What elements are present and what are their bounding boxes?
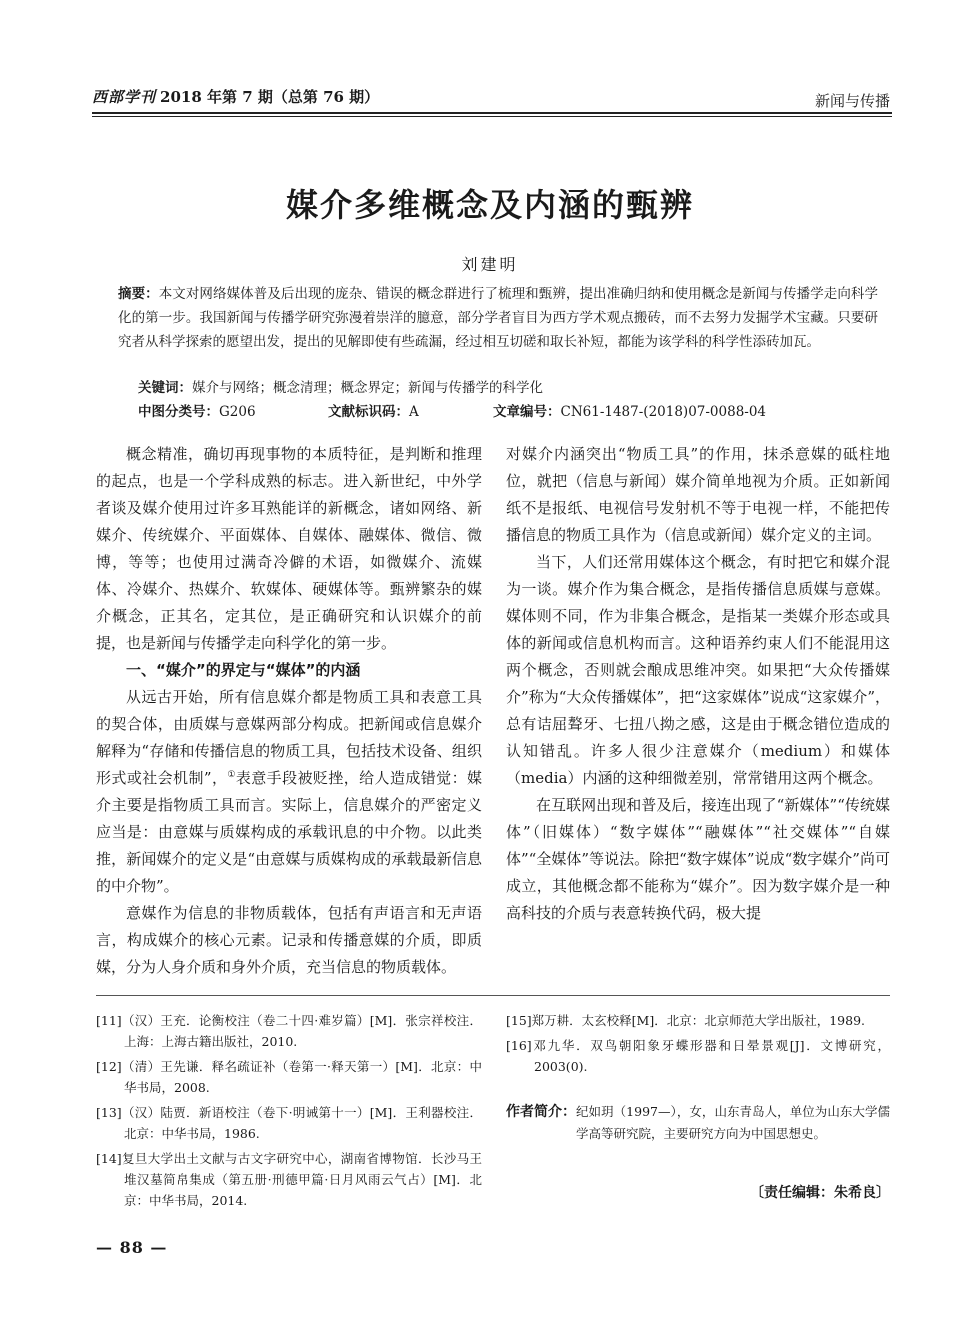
keywords xyxy=(138,377,878,399)
body-paragraph: 意媒作为信息的非物质载体，包括有声语言和无声语言，构成媒介的核心元素。记录和传播意媒的介质，即质媒，分为人身介质和身外介质，充当信息的物质载体。 xyxy=(96,904,482,976)
editor-name: 朱希良 xyxy=(834,1185,876,1201)
body-column-left xyxy=(96,441,482,981)
references-right xyxy=(506,1010,890,1081)
article-title: 媒介多维概念及内涵的甄辨 xyxy=(285,186,694,224)
references-left xyxy=(96,1010,482,1215)
keywords-text: 媒介与网络；概念清理；概念界定；新闻与传播学的科学化 xyxy=(192,380,543,396)
body-column-right xyxy=(506,441,890,927)
body-paragraph: 当下，人们还常用媒体这个概念，有时把它和媒介混为一谈。媒介作为集合概念，是指传播信息质媒与意媒。媒体则不同，作为非集合概念，是指某一类媒介形态或具体的新闻或信息机构而言。这种语养约束人们不能混用这两个概念，否则就会酿成思维冲突。如果把“大众传播媒介”称为“大众传播媒体”，把“这家媒体”说成“这家媒介”，总有诘屈聱牙、七扭八拗之感，这是由于概念错位造成的认知错乱。许多人很少注意媒介（medium）和媒体（media）内涵的这种细微差别，常常错用这两个概念。 xyxy=(506,553,890,787)
header-rule xyxy=(92,112,892,114)
footnote-rule xyxy=(96,995,890,996)
body-paragraph: 概念精准，确切再现事物的本质特征，是判断和推理的起点，也是一个学科成熟的标志。进入新世纪，中外学者谈及媒介使用过许多耳熟能详的新概念，诸如网络、新媒介、传统媒介、平面媒体、自媒体、融媒体、微信、微博，等等；也使用过满奇冷僻的术语，如微媒介、流媒体、冷媒介、热媒介、软媒体、硬媒体等。甄辨繁杂的媒介概念，正其名，定其位，是正确研究和认识媒介的前提，也是新闻与传播学走向科学化的第一步。 xyxy=(96,445,482,652)
author-bio xyxy=(506,1101,890,1145)
editor-close: 〕 xyxy=(876,1185,890,1201)
body-paragraph: 从远古开始，所有信息媒介都是物质工具和表意工具的契合体，由质媒与意媒两部分构成。把新闻或信息媒介解释为“存储和传播信息的物质工具，包括技术设备、组织形式或社会机制”，①表意手段被贬挫，给人造成错觉：媒介主要是指物质工具而言。实际上，信息媒介的严密定义应当是：由意媒与质媒构成的承载讯息的中介物。以此类推，新闻媒介的定义是“由意媒与质媒构成的承载最新信息的中介物”。 xyxy=(96,688,482,895)
reference-item: [13]（汉）陆贾．新语校注（卷下·明诫第十一）[M]．王利器校注．北京：中华书局，1986. xyxy=(96,1105,482,1141)
page-number: — 88 — xyxy=(96,1238,168,1257)
author-bio-text: 纪如玥（1997—），女，山东青岛人，单位为山东大学儒学高等研究院，主要研究方向为中国思想史。 xyxy=(576,1104,890,1141)
issue-info: 2018 年第 7 期（总第 76 期） xyxy=(160,88,380,106)
editor-label: 〔责任编辑： xyxy=(750,1185,834,1201)
body-paragraph: 对媒介内涵突出“物质工具”的作用，抹杀意媒的砥柱地位，就把（信息与新闻）媒介简单地视为介质。正如新闻纸不是报纸、电视信号发射机不等于电视一样，不能把传播信息的物质工具作为（信息或新闻）媒介定义的主词。 xyxy=(506,445,890,544)
article-author: 刘建明 xyxy=(461,255,519,274)
document-code: 文献标识码：A xyxy=(328,404,419,420)
reference-item: [16]邓九华．双鸟朝阳象牙蝶形器和日晕景观[J]．文博研究，2003(0). xyxy=(506,1038,890,1074)
abstract-text: 本文对网络媒体普及后出现的庞杂、错误的概念群进行了梳理和甄辨，提出准确归纳和使用概念是新闻与传播学走向科学化的第一步。我国新闻与传播学研究弥漫着崇洋的臆意，部分学者盲目为西方学术观点搬砖，而不去努力发掘学术宝藏。只要研究者从科学探索的愿望出发，提出的见解即使有些疏漏，经过相互切磋和取长补短，都能为该学科的科学性添砖加瓦。 xyxy=(118,286,878,350)
reference-item: [12]（清）王先谦．释名疏证补（卷第一·释天第一）[M]．北京：中华书局，2008. xyxy=(96,1059,482,1095)
journal-logo: 西部学刊 xyxy=(92,88,157,106)
running-header-journal xyxy=(92,86,379,107)
clc-number: 中图分类号：G206 xyxy=(138,404,256,420)
article-number: 文章编号：CN61-1487-(2018)07-0088-04 xyxy=(493,404,767,420)
section-heading: 一、“媒介”的界定与“媒体”的内涵 xyxy=(126,661,361,679)
body-paragraph: 在互联网出现和普及后，接连出现了“新媒体”“传统媒体”（旧媒体）“数字媒体”“融媒体”“社交媒体”“自媒体”“全媒体”等说法。除把“数字媒体”说成“数字媒介”尚可成立，其他概念都不能称为“媒介”。因为数字媒介是一种高科技的介质与表意转换代码，极大提 xyxy=(506,796,890,922)
reference-item: [14]复旦大学出土文献与古文字研究中心，湖南省博物馆．长沙马王堆汉墓简帛集成（第五册·刑德甲篇·日月风雨云气占）[M]．北京：中华书局，2014. xyxy=(96,1151,482,1208)
reference-item: [11]（汉）王充．论衡校注（卷二十四·难岁篇）[M]．张宗祥校注．上海：上海古籍出版社，2010. xyxy=(96,1013,482,1049)
footnote-marker: ① xyxy=(227,770,236,780)
keywords-label: 关键词： xyxy=(138,380,192,396)
author-bio-label: 作者简介： xyxy=(506,1104,576,1120)
reference-item: [15]郑万耕．太玄校释[M]．北京：北京师范大学出版社，1989. xyxy=(506,1013,865,1028)
responsible-editor xyxy=(750,1182,890,1202)
header-rule-thin xyxy=(92,116,892,117)
abstract-label: 摘要： xyxy=(118,286,159,302)
running-header-section: 新闻与传播 xyxy=(814,92,890,110)
abstract xyxy=(118,282,878,354)
